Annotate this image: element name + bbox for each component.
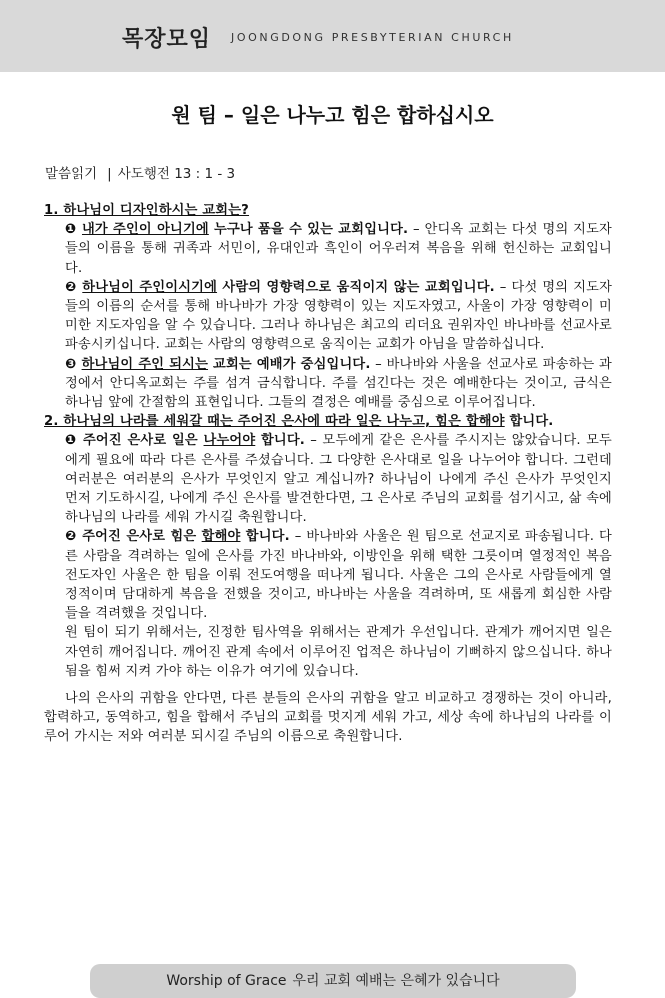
- point-marker: ❶: [65, 433, 78, 449]
- point-body: – 바나바와 사울을 선교사로 파송하는 과정에서 안디옥교회는 주를 섬겨 금식합니다. 주를 섬긴다는 것은 예배한다는 것이고, 금식은 하나님 앞에 간절함의 표현입니다. 그들의 결정은 예배를 중심으로 이루어집니다.: [65, 356, 612, 411]
- section-2-heading-underlined: 2. 하나님의 나라를 세워갈 때는 주어진 은사에 따라 일은 나누고, 힘은 합해야: [44, 414, 505, 430]
- point-body: – 다섯 명의 지도자들의 이름의 순서를 통해 바나바가 가장 영향력이 있는 지도자였고, 사울이 가장 영향력이 미미한 지도자임을 알 수 있습니다. 그러나 하나님은 최고의 리더요 권위자인 바나바를 선교사로 파송시키십니다. 교회는 사람의 영향력으로 움직이는 교회가 아님을 말씀하십니다.: [65, 279, 613, 353]
- point-lead: [65, 357, 371, 372]
- point-marker: ❷: [65, 529, 77, 545]
- section-1-point-2: [65, 278, 612, 355]
- scripture-reading: [45, 162, 235, 182]
- sermon-body: [44, 201, 612, 747]
- point-lead: [65, 529, 290, 544]
- point-lead-underlined: 하나님이 주인이시기에: [82, 279, 218, 295]
- point-marker: ❶: [65, 222, 77, 238]
- footer-korean: 우리 교회 예배는 은혜가 있습니다: [292, 973, 500, 989]
- point-lead-rest: 누구나 품을 수 있는 교회입니다.: [208, 222, 409, 238]
- sermon-title: 원 팀 – 일은 나누고 힘은 합하십시오: [171, 103, 494, 127]
- point-body: – 안디옥 교회는 다섯 명의 지도자들의 이름을 통해 귀족과 서민이, 유대인과 흑인이 어우러져 복음을 위해 헌신하는 교회입니다.: [65, 222, 612, 276]
- point-marker: ❸: [65, 356, 77, 372]
- point-lead: [65, 280, 495, 295]
- point-marker: ❷: [65, 279, 77, 295]
- section-2-point-2-extra: 원 팀이 되기 위해서는, 진정한 팀사역을 위해서는 관계가 우선입니다. 관계가 깨어지면 일은 자연히 깨어집니다. 깨어진 관계 속에서 이루어진 업적은 하나님이 기뻐하지 않으십니다. 하나됨을 힘써 지켜 가야 하는 이유가 여기에 있습니다.: [65, 625, 612, 679]
- point-lead-underlined: 합해야: [201, 529, 241, 545]
- section-2-heading-rest: 합니다.: [504, 414, 554, 430]
- section-1-point-1: [65, 220, 612, 278]
- footer-text: [90, 970, 576, 990]
- scripture-reference: 사도행전 13 : 1 - 3: [117, 166, 236, 182]
- scripture-label: 말씀읽기: [45, 166, 98, 182]
- closing-paragraph: 나의 은사의 귀함을 안다면, 다른 분들의 은사의 귀함을 알고 비교하고 경쟁하는 것이 아니라, 합력하고, 동역하고, 힘을 합해서 주님의 교회를 멋지게 세워 가고, 세상 속에 하나님의 나라를 이루어 가시는 저와 여러분 되시길 주님의 이름으로 축원합니다.: [44, 691, 612, 745]
- point-lead: [65, 222, 408, 237]
- section-1-point-3: [65, 355, 612, 413]
- section-2-heading: [44, 412, 612, 431]
- point-lead-rest: 사람의 영향력으로 움직이지 않는 교회입니다.: [217, 279, 495, 295]
- header-banner: [0, 0, 665, 72]
- point-lead-plain: 주어진 은사로 힘은: [82, 529, 202, 545]
- point-body: – 모두에게 같은 은사를 주시지는 않았습니다. 모두에게 필요에 따라 다른 은사를 주셨습니다. 그 다양한 은사대로 일을 나누어야 합니다. 그런데 여러분은 여러분의 은사가 무엇인지 알고 계십니까? 하나님이 나에게 주신 은사가 무엇인지 먼저 기도하시길, 나에게 주신 은사를 발견한다면, 그 은사로 주님의 교회를 섬기시고, 삶 속에 하나님의 나라를 세워 가시길 축원합니다.: [65, 433, 612, 526]
- scripture-separator: |: [107, 166, 112, 182]
- point-lead-underlined: 나누어야: [203, 433, 256, 449]
- point-lead-rest: 합니다.: [255, 433, 306, 449]
- header-title: 목장모임: [122, 27, 212, 52]
- point-lead-underlined: 내가 주인이 아니기에: [81, 222, 209, 238]
- point-body: – 바나바와 사울은 원 팀으로 선교지로 파송됩니다. 다른 사람을 격려하는 일에 은사를 가진 바나바와, 이방인을 위해 택한 그릇이며 열정적인 복음 전도자인 사울은 한 팀을 이뤄 전도여행을 떠나게 됩니다. 사울은 그의 은사로 사람들에게 열정적이며 담대하게 복음을 전했을 것이고, 바나바는 사울을 격려하며, 또 새롭게 회심한 사람들을 격려했을 것입니다.: [65, 529, 612, 622]
- point-lead: [65, 433, 305, 448]
- point-lead-underlined: 하나님이 주인 되시는: [81, 356, 209, 372]
- point-lead-rest: 합니다.: [240, 529, 290, 545]
- section-1-heading: 1. 하나님이 디자인하시는 교회는?: [44, 203, 250, 218]
- section-2-point-2: [65, 527, 612, 623]
- footer-banner: [90, 964, 576, 998]
- point-lead-rest: 교회는 예배가 중심입니다.: [208, 356, 371, 372]
- section-2-point-1: [65, 431, 612, 527]
- footer-english: Worship of Grace: [166, 973, 287, 989]
- point-lead-plain: 주어진 은사로 일은: [82, 433, 204, 449]
- header-subtitle: JOONGDONG PRESBYTERIAN CHURCH: [231, 31, 514, 44]
